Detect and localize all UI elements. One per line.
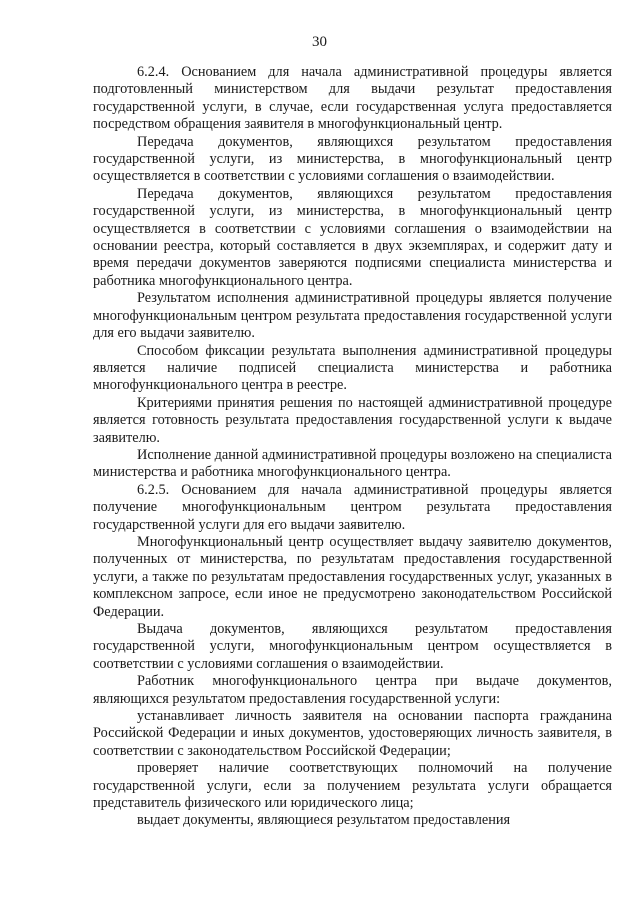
paragraph-responsible: Исполнение данной административной процедуры возложено на специалиста министерства и работника многофункционального центра.: [93, 446, 612, 481]
paragraph-issuance-conditions: Выдача документов, являющихся результатом предоставления государственной услуги, многофункциональным центром осуществляется в соответствии с условиями соглашения о взаимодействии.: [93, 621, 612, 672]
paragraph-authority-check: проверяет наличие соответствующих полномочий на получение государственной услуги, если за получением результата услуги обращается представитель физического или юридического лица;: [93, 760, 612, 812]
paragraph-identity-check: устанавливает личность заявителя на основании паспорта гражданина Российской Федерации и иных документов, удостоверяющих личность заявителя, в соответствии с законодательством Российской Федерации;: [93, 708, 612, 759]
page-number: 30: [312, 34, 327, 50]
paragraph-transfer-documents: Передача документов, являющихся результатом предоставления государственной услуги, из министерства, в многофункциональный центр осуществляется в соответствии с условиями соглашения о взаимодействии.: [93, 133, 612, 185]
paragraph-6-2-4: 6.2.4. Основанием для начала административной процедуры является подготовленный министерством для выдачи результат предоставления государственной услуги, в случае, если государственная услуга предоставляется посредством обращения заявителя в многофункциональный центр.: [93, 64, 612, 133]
paragraph-mfc-issuance: Многофункциональный центр осуществляет выдачу заявителю документов, полученных от министерства, по результатам предоставления государственной услуги, а также по результатам предоставления государственных услуг, указанных в комплексном запросе, если иное не предусмотрено законодательством Российской Федерации.: [93, 533, 612, 620]
paragraph-issues-documents: выдает документы, являющиеся результатом предоставления: [137, 812, 511, 829]
document-body: [93, 64, 612, 830]
paragraph-worker-duties: Работник многофункционального центра при выдаче документов, являющихся результатом предоставления государственной услуги:: [93, 673, 612, 707]
paragraph-6-2-5: 6.2.5. Основанием для начала административной процедуры является получение многофункциональным центром результата предоставления государственной услуги для его выдачи заявителю.: [93, 481, 612, 533]
paragraph-decision-criteria: Критериями принятия решения по настоящей административной процедуре является готовность результата предоставления государственной услуги к выдаче заявителю.: [93, 394, 612, 446]
paragraph-fixation-method: Способом фиксации результата выполнения административной процедуры является наличие подписей специалиста министерства и работника многофункционального центра в реестре.: [93, 342, 612, 394]
paragraph-transfer-registry: Передача документов, являющихся результатом предоставления государственной услуги, из министерства, в многофункциональный центр осуществляется в соответствии с условиями соглашения о взаимодействии на основании реестра, который составляется в двух экземплярах, и содержит дату и время передачи документов заверяются подписями специалиста министерства и работника многофункционального центра.: [93, 185, 612, 289]
paragraph-procedure-result: Результатом исполнения административной процедуры является получение многофункциональным центром результата предоставления государственной услуги для его выдачи заявителю.: [93, 290, 612, 342]
